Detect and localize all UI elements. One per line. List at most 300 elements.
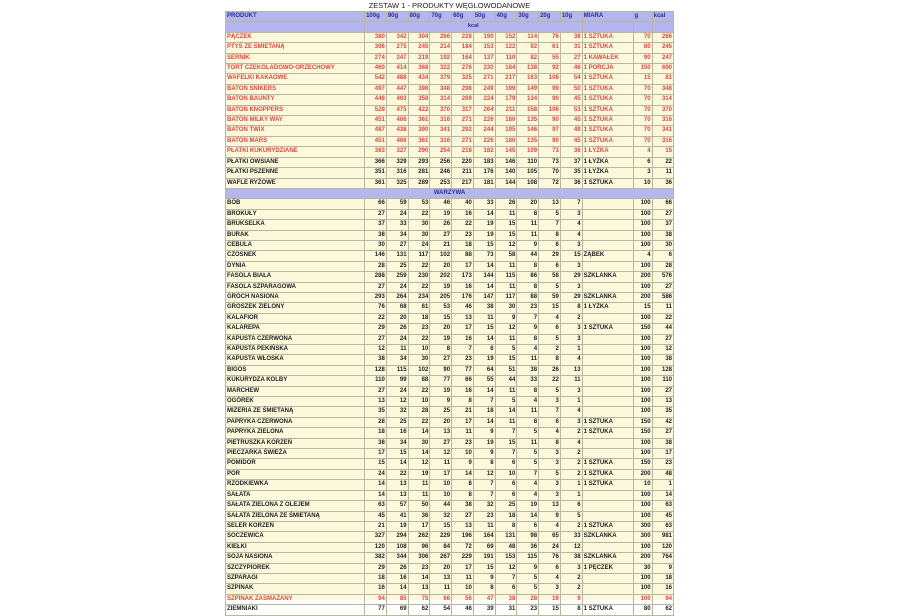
product-name-cell: ZIEMNIAKI <box>226 605 365 615</box>
value-cell: 102 <box>430 251 452 261</box>
value-cell: 152 <box>495 32 517 42</box>
value-cell: 229 <box>452 553 474 563</box>
value-cell: 23 <box>517 605 539 615</box>
value-cell: 3 <box>539 459 561 469</box>
value-cell: 16 <box>452 282 474 292</box>
table-row <box>226 417 674 427</box>
value-cell: 12 <box>652 345 673 355</box>
value-cell: 8 <box>539 230 561 240</box>
value-cell: 18 <box>452 240 474 250</box>
value-cell: 11 <box>652 168 673 178</box>
value-cell: 26 <box>539 365 561 375</box>
value-cell: 1 <box>560 345 582 355</box>
table-row <box>226 261 674 271</box>
value-cell: 325 <box>386 178 408 188</box>
value-cell: 447 <box>386 84 408 94</box>
value-cell: 29 <box>539 251 561 261</box>
value-cell: 19 <box>386 521 408 531</box>
value-cell: 38 <box>495 594 517 604</box>
value-cell: 3 <box>539 397 561 407</box>
value-cell: 24 <box>365 469 387 479</box>
value-cell: 22 <box>408 209 430 219</box>
value-cell: 2 <box>560 573 582 583</box>
value-cell: 69 <box>386 605 408 615</box>
value-cell: 12 <box>495 240 517 250</box>
value-cell: 181 <box>473 178 495 188</box>
value-cell: 5 <box>539 282 561 292</box>
value-cell: 28 <box>365 261 387 271</box>
value-cell: 200 <box>633 553 652 563</box>
value-cell: 17 <box>408 521 430 531</box>
value-cell: 13 <box>560 365 582 375</box>
value-cell: 17 <box>452 417 474 427</box>
product-name-cell: BATON KNOPPERS <box>226 105 365 115</box>
value-cell: 16 <box>452 334 474 344</box>
value-cell: 5 <box>517 584 539 594</box>
measure-cell <box>582 220 633 230</box>
value-cell: 293 <box>408 157 430 167</box>
value-cell: 5 <box>517 449 539 459</box>
value-cell: 14 <box>386 584 408 594</box>
value-cell: 92 <box>517 43 539 53</box>
value-cell: 226 <box>473 136 495 146</box>
value-cell: 342 <box>386 32 408 42</box>
value-cell: 11 <box>517 438 539 448</box>
product-name-cell: GROSZEK ZIELONY <box>226 303 365 313</box>
value-cell: 45 <box>560 116 582 126</box>
value-cell: 14 <box>473 417 495 427</box>
value-cell: 8 <box>452 397 474 407</box>
value-cell: 12 <box>560 542 582 552</box>
value-cell: 128 <box>652 365 673 375</box>
vegetables-group <box>226 199 674 615</box>
measure-cell: 1 SZTUKA <box>582 324 633 334</box>
value-cell: 9 <box>430 397 452 407</box>
value-cell: 348 <box>652 84 673 94</box>
measure-cell <box>582 209 633 219</box>
value-cell: 275 <box>386 43 408 53</box>
value-cell: 361 <box>365 178 387 188</box>
value-cell: 3 <box>633 168 652 178</box>
value-cell: 27 <box>560 53 582 63</box>
measure-cell: 1 SZTUKA <box>582 480 633 490</box>
table-row <box>226 199 674 209</box>
value-cell: 448 <box>365 95 387 105</box>
value-cell: 314 <box>430 95 452 105</box>
value-cell: 105 <box>517 168 539 178</box>
product-name-cell: BATON SNIKERS <box>226 84 365 94</box>
value-cell: 191 <box>473 553 495 563</box>
value-cell: 8 <box>517 282 539 292</box>
value-cell: 73 <box>539 147 561 157</box>
value-cell: 262 <box>408 532 430 542</box>
value-cell: 19 <box>430 282 452 292</box>
value-cell: 361 <box>408 116 430 126</box>
value-cell: 96 <box>408 542 430 552</box>
table-row <box>226 397 674 407</box>
value-cell: 135 <box>517 136 539 146</box>
value-cell: 51 <box>495 365 517 375</box>
value-cell: 62 <box>408 605 430 615</box>
value-cell: 17 <box>452 563 474 573</box>
measure-cell <box>582 511 633 521</box>
value-cell: 12 <box>473 469 495 479</box>
unit-label: kcal <box>365 22 583 32</box>
value-cell: 149 <box>517 84 539 94</box>
value-cell: 15 <box>495 230 517 240</box>
value-cell: 14 <box>473 282 495 292</box>
value-cell: 316 <box>430 116 452 126</box>
product-name-cell: PTYŚ ZE ŚMIETANĄ <box>226 43 365 53</box>
value-cell: 88 <box>452 251 474 261</box>
value-cell: 3 <box>539 480 561 490</box>
value-cell: 145 <box>495 147 517 157</box>
table-row <box>226 365 674 375</box>
value-cell: 10 <box>430 490 452 500</box>
value-cell: 434 <box>408 74 430 84</box>
value-cell: 13 <box>408 584 430 594</box>
value-cell: 38 <box>365 438 387 448</box>
value-cell: 7 <box>495 428 517 438</box>
value-cell: 26 <box>495 199 517 209</box>
value-cell: 9 <box>473 428 495 438</box>
product-name-cell: SAŁATA <box>226 490 365 500</box>
table-row <box>226 324 674 334</box>
value-cell: 26 <box>386 324 408 334</box>
value-cell: 11 <box>430 584 452 594</box>
measure-cell <box>582 573 633 583</box>
value-cell: 16 <box>652 584 673 594</box>
value-cell: 13 <box>652 397 673 407</box>
value-cell: 90 <box>539 95 561 105</box>
column-header-90g: 90g <box>386 12 408 22</box>
value-cell: 414 <box>386 64 408 74</box>
measure-cell: 1 PORCJA <box>582 64 633 74</box>
value-cell: 180 <box>495 116 517 126</box>
value-cell: 7 <box>495 449 517 459</box>
value-cell: 4 <box>633 251 652 261</box>
measure-cell: SZKLANKA <box>582 553 633 563</box>
value-cell: 487 <box>365 126 387 136</box>
table-row <box>226 178 674 188</box>
value-cell: 211 <box>452 168 474 178</box>
value-cell: 12 <box>495 563 517 573</box>
value-cell: 29 <box>560 292 582 302</box>
value-cell: 150 <box>633 459 652 469</box>
value-cell: 22 <box>452 220 474 230</box>
value-cell: 10 <box>633 178 652 188</box>
value-cell: 5 <box>539 386 561 396</box>
value-cell: 3 <box>560 417 582 427</box>
value-cell: 17 <box>452 261 474 271</box>
value-cell: 108 <box>517 178 539 188</box>
value-cell: 120 <box>652 542 673 552</box>
value-cell: 5 <box>539 469 561 479</box>
value-cell: 100 <box>633 397 652 407</box>
value-cell: 100 <box>633 594 652 604</box>
value-cell: 266 <box>652 32 673 42</box>
value-cell: 298 <box>452 84 474 94</box>
column-header-20g: 20g <box>539 12 561 22</box>
value-cell: 8 <box>473 584 495 594</box>
value-cell: 19 <box>430 386 452 396</box>
value-cell: 294 <box>386 532 408 542</box>
value-cell: 48 <box>652 469 673 479</box>
measure-cell <box>582 490 633 500</box>
value-cell: 195 <box>495 126 517 136</box>
value-cell: 380 <box>365 32 387 42</box>
measure-cell: 1 SZTUKA <box>582 469 633 479</box>
value-cell: 27 <box>430 438 452 448</box>
value-cell: 4 <box>517 490 539 500</box>
value-cell: 15 <box>495 220 517 230</box>
product-name-cell: KAPUSTA PEKIŃSKA <box>226 345 365 355</box>
value-cell: 13 <box>539 501 561 511</box>
value-cell: 8 <box>517 417 539 427</box>
value-cell: 38 <box>365 355 387 365</box>
value-cell: 23 <box>517 303 539 313</box>
value-cell: 190 <box>473 32 495 42</box>
table-row <box>226 147 674 157</box>
value-cell: 90 <box>539 116 561 126</box>
value-cell: 438 <box>386 126 408 136</box>
product-name-cell: POR <box>226 469 365 479</box>
value-cell: 6 <box>633 157 652 167</box>
value-cell: 2 <box>560 469 582 479</box>
product-name-cell: KIEŁKI <box>226 542 365 552</box>
table-row <box>226 584 674 594</box>
value-cell: 576 <box>652 272 673 282</box>
value-cell: 8 <box>517 386 539 396</box>
value-cell: 3 <box>560 261 582 271</box>
value-cell: 11 <box>517 230 539 240</box>
value-cell: 164 <box>473 532 495 542</box>
value-cell: 24 <box>408 240 430 250</box>
value-cell: 224 <box>473 95 495 105</box>
measure-cell: 1 SZTUKA <box>582 84 633 94</box>
value-cell: 11 <box>473 521 495 531</box>
value-cell: 100 <box>633 438 652 448</box>
value-cell: 19 <box>430 334 452 344</box>
value-cell: 44 <box>517 251 539 261</box>
value-cell: 3 <box>560 209 582 219</box>
value-cell: 199 <box>495 84 517 94</box>
product-name-cell: SZPARAGI <box>226 573 365 583</box>
value-cell: 306 <box>408 553 430 563</box>
table-row <box>226 542 674 552</box>
value-cell: 35 <box>652 407 673 417</box>
value-cell: 62 <box>652 605 673 615</box>
measure-cell <box>582 240 633 250</box>
value-cell: 7 <box>517 313 539 323</box>
value-cell: 45 <box>560 136 582 146</box>
value-cell: 29 <box>365 563 387 573</box>
value-cell: 9 <box>517 324 539 334</box>
value-cell: 5 <box>539 334 561 344</box>
value-cell: 253 <box>430 178 452 188</box>
value-cell: 32 <box>386 407 408 417</box>
value-cell: 11 <box>495 282 517 292</box>
measure-cell: 1 SZTUKA <box>582 43 633 53</box>
value-cell: 8 <box>560 605 582 615</box>
measure-cell <box>582 345 633 355</box>
table-row <box>226 292 674 302</box>
spreadsheet-page <box>225 0 674 613</box>
value-cell: 351 <box>365 168 387 178</box>
product-name-cell: MARCHEW <box>226 386 365 396</box>
table-row <box>226 386 674 396</box>
table-row <box>226 376 674 386</box>
value-cell: 327 <box>386 147 408 157</box>
value-cell: 422 <box>408 105 430 115</box>
value-cell: 16 <box>452 209 474 219</box>
value-cell: 72 <box>452 542 474 552</box>
value-cell: 70 <box>633 126 652 136</box>
value-cell: 36 <box>560 147 582 157</box>
value-cell: 22 <box>652 313 673 323</box>
value-cell: 256 <box>430 157 452 167</box>
value-cell: 109 <box>517 147 539 157</box>
value-cell: 15 <box>430 313 452 323</box>
measure-cell <box>582 542 633 552</box>
value-cell: 17 <box>365 449 387 459</box>
value-cell: 28 <box>517 594 539 604</box>
value-cell: 15 <box>495 438 517 448</box>
value-cell: 38 <box>652 230 673 240</box>
value-cell: 19 <box>473 355 495 365</box>
value-cell: 70 <box>633 84 652 94</box>
value-cell: 7 <box>517 469 539 479</box>
table-row <box>226 230 674 240</box>
value-cell: 44 <box>495 376 517 386</box>
value-cell: 33 <box>386 220 408 230</box>
value-cell: 37 <box>365 220 387 230</box>
value-cell: 37 <box>652 220 673 230</box>
value-cell: 100 <box>633 584 652 594</box>
value-cell: 45 <box>560 95 582 105</box>
value-cell: 12 <box>408 459 430 469</box>
value-cell: 66 <box>652 199 673 209</box>
value-cell: 163 <box>517 74 539 84</box>
value-cell: 211 <box>495 105 517 115</box>
value-cell: 5 <box>560 511 582 521</box>
product-name-cell: KAPUSTA CZERWONA <box>226 334 365 344</box>
value-cell: 451 <box>365 116 387 126</box>
value-cell: 28 <box>652 261 673 271</box>
table-row <box>226 240 674 250</box>
value-cell: 19 <box>473 438 495 448</box>
table-row <box>226 220 674 230</box>
value-cell: 314 <box>652 95 673 105</box>
value-cell: 200 <box>633 292 652 302</box>
value-cell: 15 <box>539 303 561 313</box>
sweets-and-cereals-group <box>226 32 674 188</box>
value-cell: 183 <box>473 157 495 167</box>
product-name-cell: SELER KORZEŃ <box>226 521 365 531</box>
product-name-cell: FASOLA SZPARAGOWA <box>226 282 365 292</box>
value-cell: 38 <box>652 438 673 448</box>
value-cell: 230 <box>408 272 430 282</box>
value-cell: 14 <box>408 428 430 438</box>
value-cell: 88 <box>517 292 539 302</box>
value-cell: 100 <box>633 365 652 375</box>
table-row <box>226 480 674 490</box>
column-header-50g: 50g <box>473 12 495 22</box>
value-cell: 38 <box>560 32 582 42</box>
value-cell: 370 <box>652 105 673 115</box>
value-cell: 1 <box>560 480 582 490</box>
value-cell: 20 <box>430 563 452 573</box>
measure-cell: 1 SZTUKA <box>582 105 633 115</box>
product-name-cell: BATON BAUNTY <box>226 95 365 105</box>
value-cell: 21 <box>430 240 452 250</box>
product-name-cell: KALAFIOR <box>226 313 365 323</box>
value-cell: 18 <box>365 428 387 438</box>
measure-cell: 1 SZTUKA <box>582 32 633 42</box>
product-name-cell: POMIDOR <box>226 459 365 469</box>
value-cell: 100 <box>633 542 652 552</box>
value-cell: 3 <box>560 386 582 396</box>
value-cell: 108 <box>386 542 408 552</box>
value-cell: 22 <box>408 282 430 292</box>
table-row <box>226 438 674 448</box>
value-cell: 10 <box>633 480 652 490</box>
value-cell: 20 <box>430 261 452 271</box>
value-cell: 9 <box>517 563 539 573</box>
value-cell: 32 <box>473 501 495 511</box>
value-cell: 27 <box>652 334 673 344</box>
measure-cell: 1 SZTUKA <box>582 521 633 531</box>
value-cell: 64 <box>473 365 495 375</box>
measure-cell <box>582 438 633 448</box>
value-cell: 22 <box>365 313 387 323</box>
value-cell: 82 <box>517 53 539 63</box>
product-name-cell: SERNIK <box>226 53 365 63</box>
value-cell: 14 <box>452 469 474 479</box>
value-cell: 40 <box>452 199 474 209</box>
value-cell: 66 <box>452 376 474 386</box>
value-cell: 18 <box>652 573 673 583</box>
value-cell: 100 <box>633 511 652 521</box>
value-cell: 150 <box>633 417 652 427</box>
value-cell: 65 <box>539 532 561 542</box>
table-row <box>226 209 674 219</box>
value-cell: 5 <box>517 459 539 469</box>
column-header-40g: 40g <box>495 12 517 22</box>
value-cell: 23 <box>452 438 474 448</box>
value-cell: 4 <box>539 521 561 531</box>
value-cell: 21 <box>452 407 474 417</box>
measure-cell <box>582 261 633 271</box>
value-cell: 59 <box>539 292 561 302</box>
column-header-produkt: PRODUKT <box>226 12 365 22</box>
value-cell: 48 <box>495 542 517 552</box>
value-cell: 99 <box>539 84 561 94</box>
value-cell: 117 <box>495 292 517 302</box>
value-cell: 19 <box>473 220 495 230</box>
value-cell: 34 <box>386 230 408 240</box>
value-cell: 292 <box>452 126 474 136</box>
value-cell: 6 <box>473 345 495 355</box>
value-cell: 57 <box>386 501 408 511</box>
value-cell: 22 <box>408 417 430 427</box>
value-cell: 25 <box>386 417 408 427</box>
value-cell: 27 <box>652 386 673 396</box>
value-cell: 6 <box>495 584 517 594</box>
value-cell: 4 <box>560 407 582 417</box>
value-cell: 3 <box>539 490 561 500</box>
table-row <box>226 251 674 261</box>
